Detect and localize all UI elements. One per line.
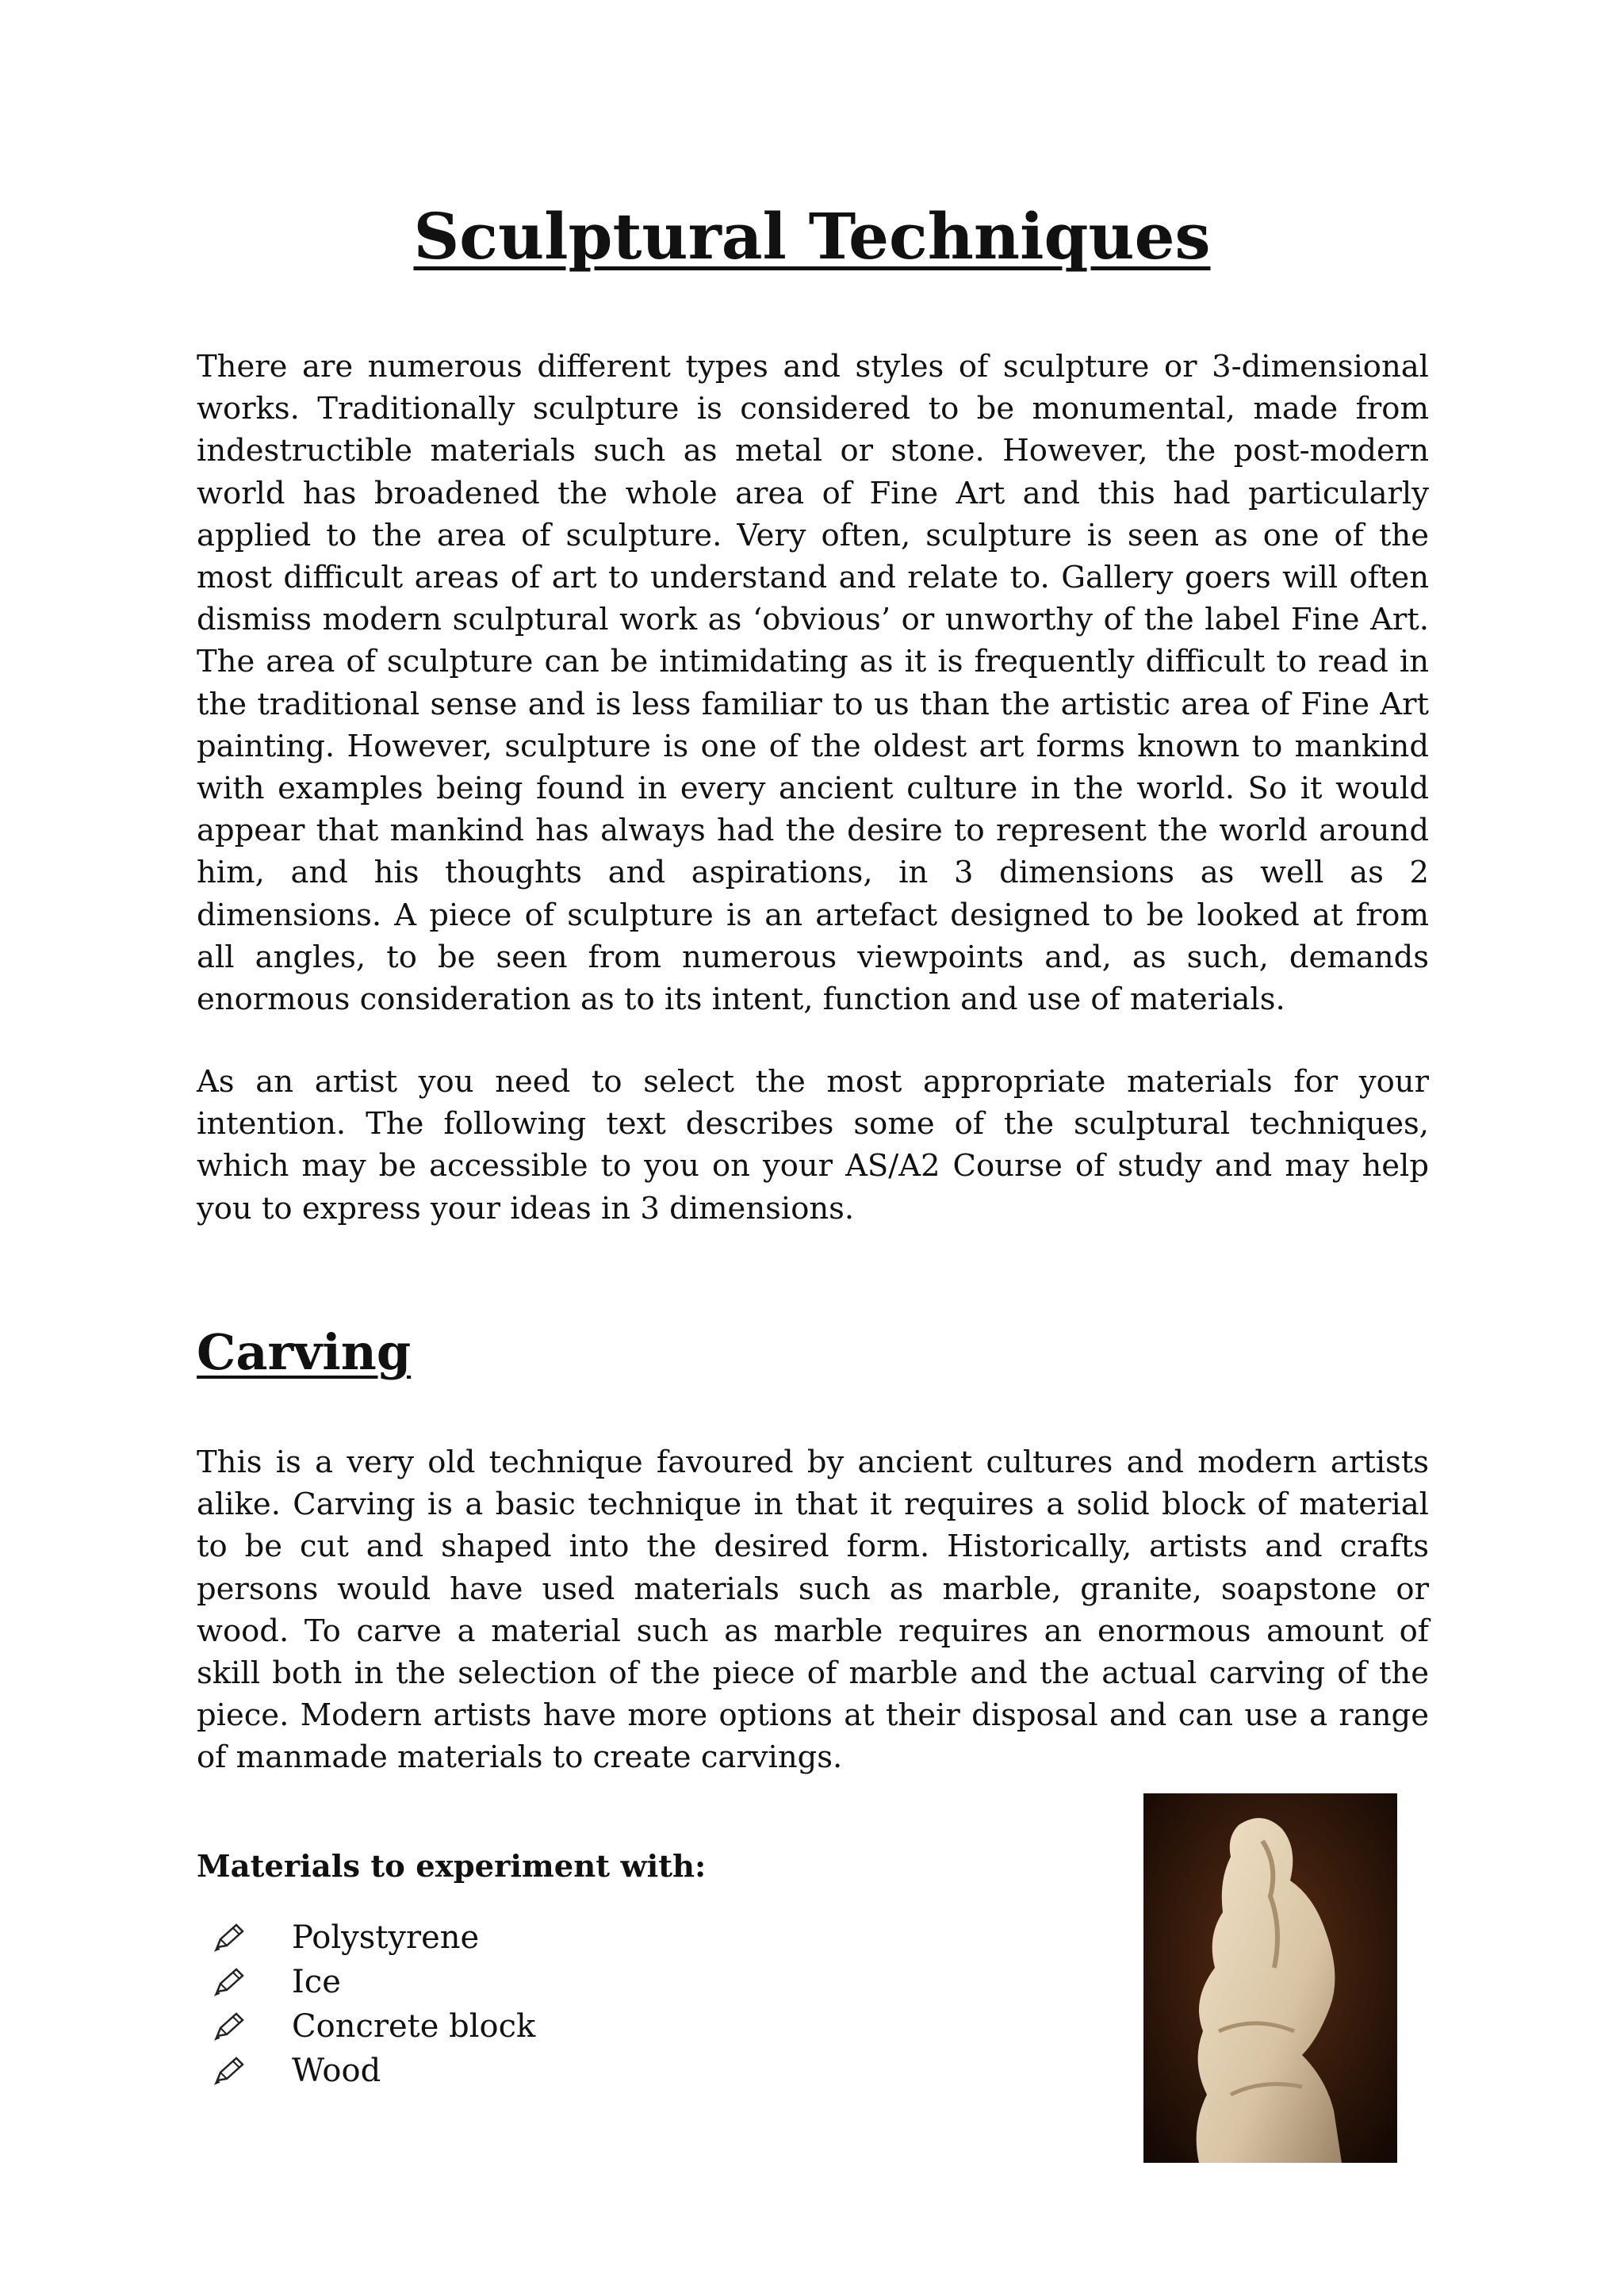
pencil-icon <box>197 1968 292 1996</box>
intro-paragraph: As an artist you need to select the most appropriate materials for your intention. The following text describes some of the sculptural techniques, which may be accessible to you on your AS/A2 Course of study and may help you to express your ideas in 3 dimensions. <box>197 1064 1429 1226</box>
list-item <box>197 1915 535 1960</box>
material-label: Polystyrene <box>292 1919 480 1956</box>
intro-paragraph: There are numerous different types and styles of sculpture or 3-dimensional works. Traditionally sculpture is considered to be monumental, made from indestructible materials such as metal or stone. However, the post-modern world has broadened the whole area of Fine Art and this had particularly applied to the area of sculpture. Very often, sculpture is seen as one of the most difficult areas of art to understand and relate to. Gallery goers will often dismiss modern sculptural work as ‘obvious’ or unworthy of the label Fine Art. The area of sculpture can be intimidating as it is frequently difficult to read in the traditional sense and is less familiar to us than the artistic area of Fine Art painting. However, sculpture is one of the oldest art forms known to mankind with examples being found in every ancient culture in the world. So it would appear that mankind has always had the desire to represent the world around him, and his thoughts and aspirations, in 3 dimensions as well as 2 dimensions. A piece of sculpture is an artefact designed to be looked at from all angles, to be seen from numerous viewpoints and, as such, demands enormous consideration as to its intent, function and use of materials. <box>197 349 1429 1018</box>
pencil-icon <box>197 1923 292 1952</box>
material-label: Concrete block <box>292 2008 536 2045</box>
material-label: Ice <box>292 1964 341 2000</box>
materials-list <box>197 1915 535 2093</box>
list-item <box>197 2004 535 2049</box>
page-title: Sculptural Techniques <box>413 199 1211 274</box>
carving-paragraph: This is a very old technique favoured by ancient cultures and modern artists alike. Carving is a basic technique in that it requires a solid block of material to be cut and shaped into the desired form. Historically, artists and crafts persons would have used materials such as marble, granite, soapstone or wood. To carve a material such as marble requires an enormous amount of skill both in the selection of the piece of marble and the actual carving of the piece. Modern artists have more options at their disposal and can use a range of manmade materials to create carvings. <box>197 1445 1429 1776</box>
list-item <box>197 2049 535 2093</box>
material-label: Wood <box>292 2053 381 2089</box>
sculpture-photo <box>1143 1793 1397 2163</box>
list-item <box>197 1960 535 2004</box>
pencil-icon <box>197 2012 292 2041</box>
materials-heading: Materials to experiment with: <box>197 1849 707 1885</box>
section-heading-carving: Carving <box>197 1323 412 1381</box>
pencil-icon <box>197 2057 292 2085</box>
